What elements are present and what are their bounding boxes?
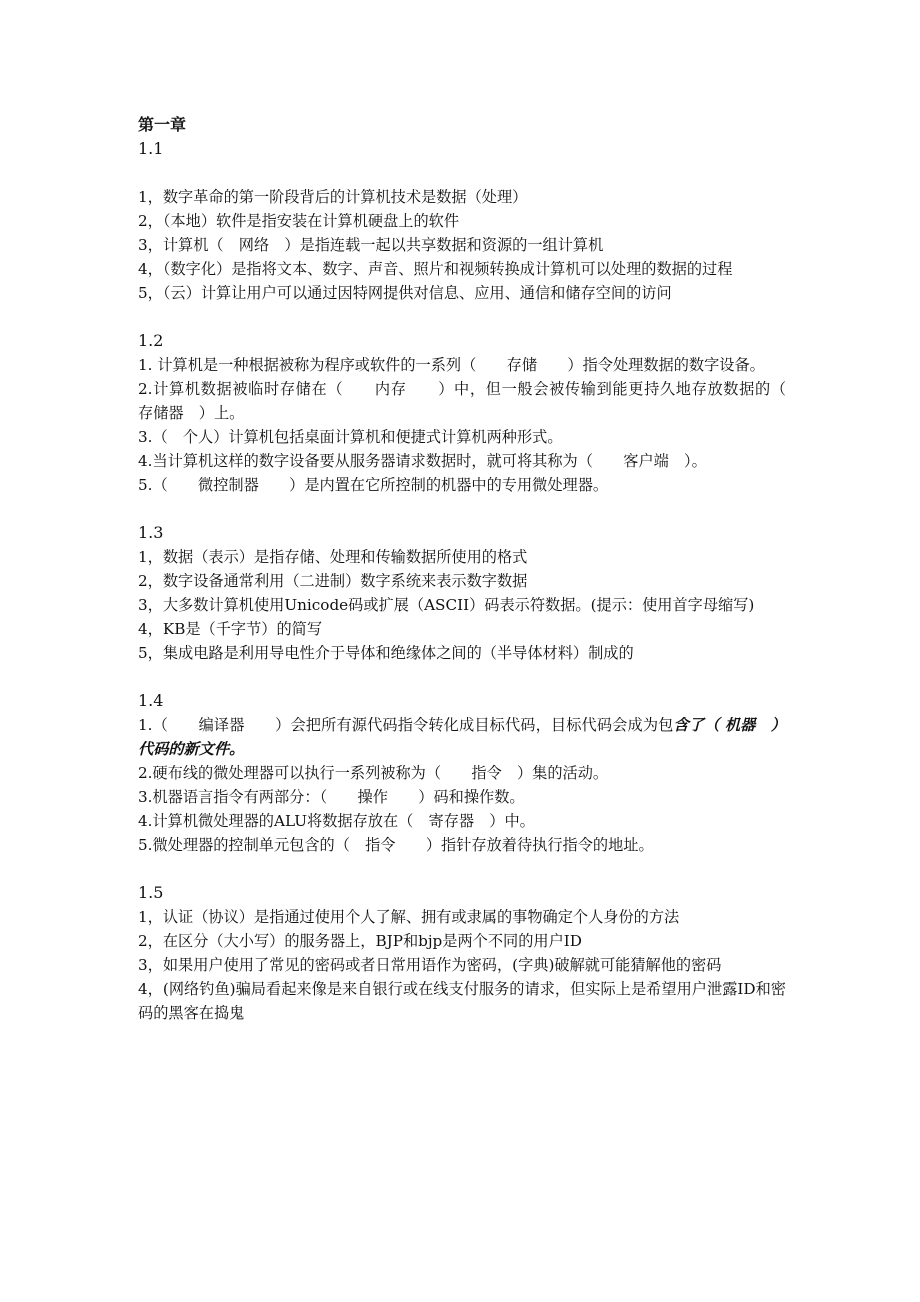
question-line: 3，计算机（ 网络 ）是指连载一起以共享数据和资源的一组计算机 xyxy=(138,236,604,254)
question-line: 5.微处理器的控制单元包含的（ 指令 ）指针存放着待执行指令的地址。 xyxy=(138,836,654,854)
question-line xyxy=(138,713,786,761)
question-text: 1.（ 编译器 ）会把所有源代码指令转化成目标代码，目标代码会成为包 xyxy=(138,716,674,734)
section-title: 1.2 xyxy=(138,331,164,350)
question-line: 2，数字设备通常利用（二进制）数字系统来表示数字数据 xyxy=(138,572,528,590)
section-title: 1.5 xyxy=(138,883,164,902)
question-line: 1，数字革命的第一阶段背后的计算机技术是数据（处理） xyxy=(138,188,528,206)
question-line: 5.（ 微控制器 ）是内置在它所控制的机器中的专用微处理器。 xyxy=(138,476,609,494)
question-line: 4.当计算机这样的数字设备要从服务器请求数据时，就可将其称为（ 客户端 ）。 xyxy=(138,452,707,470)
section-1-4 xyxy=(138,689,786,857)
question-line: 3，如果用户使用了常见的密码或者日常用语作为密码，(字典)破解就可能猜解他的密码 xyxy=(138,956,722,974)
question-line: 5，集成电路是利用导电性介于导体和绝缘体之间的（半导体材料）制成的 xyxy=(138,644,634,662)
question-line: 1，认证（协议）是指通过使用个人了解、拥有或隶属的事物确定个人身份的方法 xyxy=(138,908,680,926)
question-line: 4.计算机微处理器的ALU将数据存放在（ 寄存器 ）中。 xyxy=(138,812,535,830)
question-line: 2.计算机数据被临时存储在（ 内存 ）中，但一般会被传输到能更持久地存放数据的（ 存储器 ）上。 xyxy=(138,380,802,422)
section-title: 1.3 xyxy=(138,523,164,542)
section-title: 1.1 xyxy=(138,139,164,158)
document-page xyxy=(138,113,802,1049)
question-line: 5，（云）计算让用户可以通过因特网提供对信息、应用、通信和储存空间的访问 xyxy=(138,284,672,302)
question-line: 4，（数字化）是指将文本、数字、声音、照片和视频转换成计算机可以处理的数据的过程 xyxy=(138,260,733,278)
chapter-title: 第一章 xyxy=(138,115,187,134)
question-line: 3，大多数计算机使用Unicode码或扩展（ASCII）码表示符数据。(提示：使用首字母缩写) xyxy=(138,596,755,614)
emphasized-text: 含了（ 机器 ）代码的新文件。 xyxy=(138,716,786,758)
question-line: 1. 计算机是一种根据被称为程序或软件的一系列（ 存储 ）指令处理数据的数字设备。 xyxy=(138,356,765,374)
question-line: 2，在区分（大小写）的服务器上，BJP和bjp是两个不同的用户ID xyxy=(138,932,582,950)
section-1-1 xyxy=(138,137,786,305)
question-line: 2，（本地）软件是指安装在计算机硬盘上的软件 xyxy=(138,212,460,230)
question-line: 3.机器语言指令有两部分：（ 操作 ）码和操作数。 xyxy=(138,788,525,806)
section-title: 1.4 xyxy=(138,691,164,710)
question-line: 4，(网络钓鱼)骗局看起来像是来自银行或在线支付服务的请求，但实际上是希望用户泄露ID和密码的黑客在捣鬼 xyxy=(138,980,786,1022)
question-line: 4，KB是（千字节）的简写 xyxy=(138,620,323,638)
question-line: 3.（ 个人）计算机包括桌面计算机和便捷式计算机两种形式。 xyxy=(138,428,563,446)
question-line: 1，数据（表示）是指存储、处理和传输数据所使用的格式 xyxy=(138,548,528,566)
section-1-5 xyxy=(138,881,786,1025)
question-line: 2.硬布线的微处理器可以执行一系列被称为（ 指令 ）集的活动。 xyxy=(138,764,609,782)
section-1-3 xyxy=(138,521,786,665)
section-1-2 xyxy=(138,329,802,497)
